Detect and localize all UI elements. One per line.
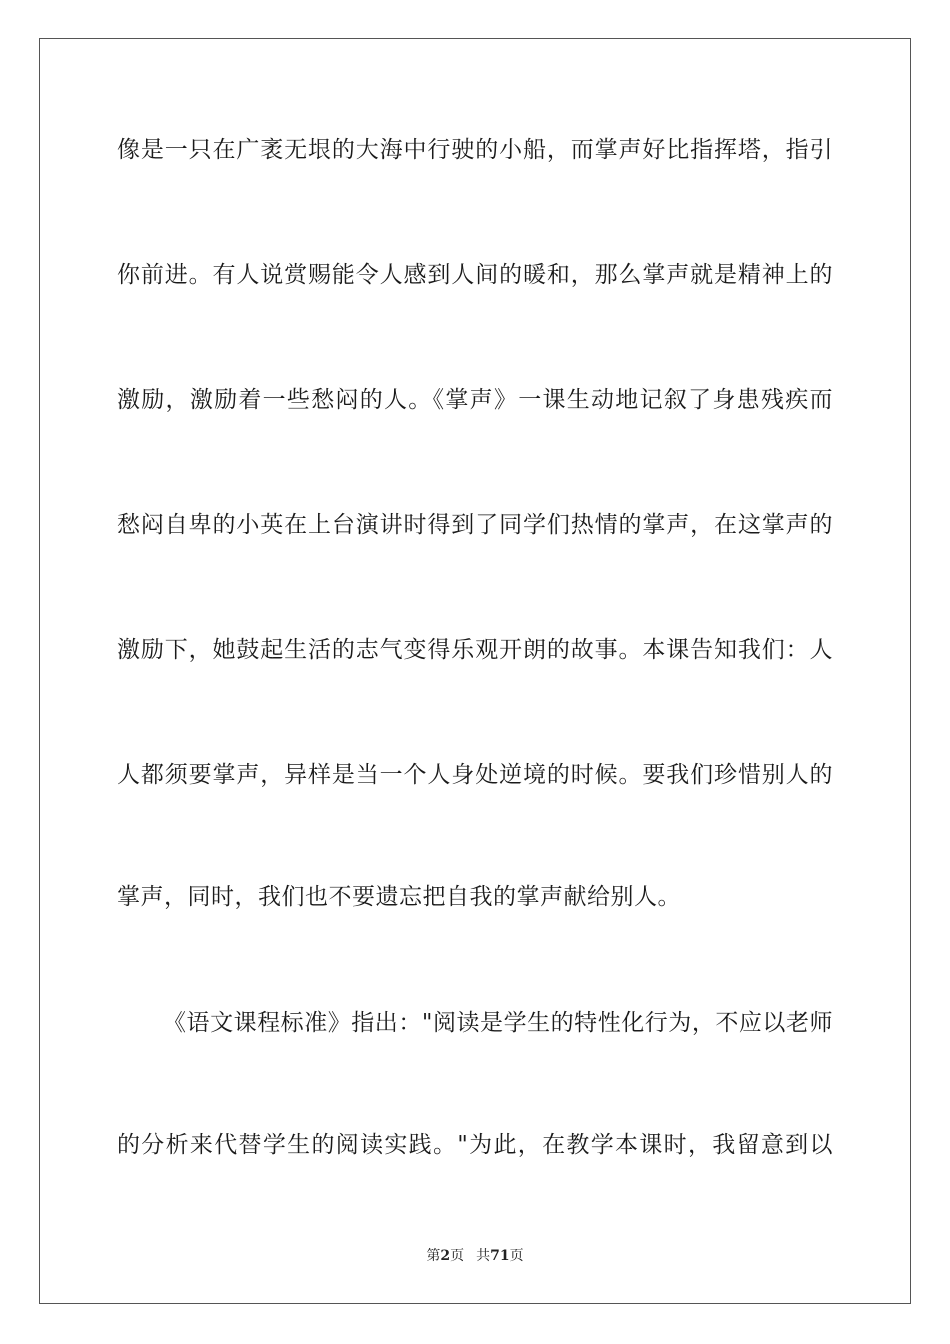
page-border <box>39 38 911 1304</box>
text-line: 像是一只在广袤无垠的大海中行驶的小船，而掌声好比指挥塔，指引 <box>117 137 833 163</box>
text-line: 你前进。有人说赏赐能令人感到人间的暖和，那么掌声就是精神上的 <box>117 262 833 288</box>
total-prefix: 共 <box>476 1248 491 1264</box>
total-suffix: 页 <box>509 1248 524 1264</box>
page-number: 2 <box>440 1248 451 1264</box>
text-line: 掌声，同时，我们也不要遗忘把自我的掌声献给别人。 <box>117 884 681 910</box>
page-footer <box>0 1246 950 1266</box>
page-prefix: 第 <box>426 1248 441 1264</box>
page-suffix: 页 <box>450 1248 465 1264</box>
text-line: 愁闷自卑的小英在上台演讲时得到了同学们热情的掌声，在这掌声的 <box>117 512 833 538</box>
paragraph-first-line: 《语文课程标准》指出："阅读是学生的特性化行为，不应以老师 <box>163 1010 833 1036</box>
total-pages: 71 <box>490 1248 510 1264</box>
text-line: 激励下，她鼓起生活的志气变得乐观开朗的故事。本课告知我们：人 <box>117 637 833 663</box>
text-line: 激励，激励着一些愁闷的人。《掌声》一课生动地记叙了身患残疾而 <box>117 387 833 413</box>
text-line: 的分析来代替学生的阅读实践。"为此，在教学本课时，我留意到以 <box>117 1132 833 1158</box>
text-line: 人都须要掌声，异样是当一个人身处逆境的时候。要我们珍惜别人的 <box>117 762 833 788</box>
